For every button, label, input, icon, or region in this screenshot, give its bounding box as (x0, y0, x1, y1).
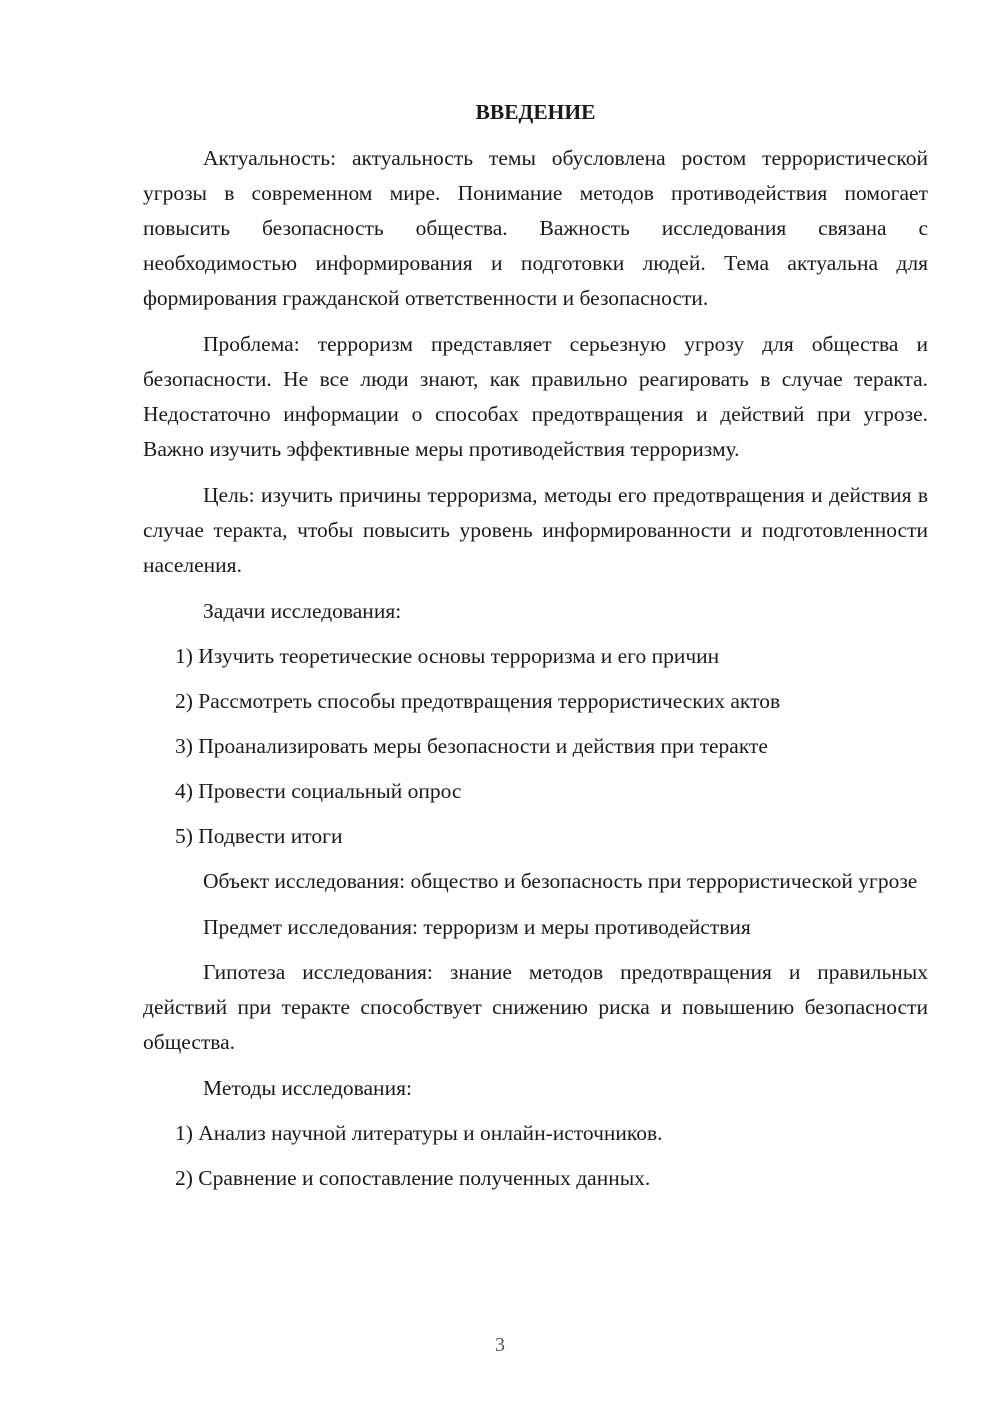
task-item: 2) Рассмотреть способы предотвращения террористических актов (175, 689, 781, 713)
object-paragraph: Объект исследования: общество и безопасность при террористической угрозе (203, 869, 918, 893)
subject-paragraph: Предмет исследования: терроризм и меры противодействия (203, 915, 751, 939)
hypothesis-paragraph: Гипотеза исследования: знание методов предотвращения и правильных действий при теракте способствует снижению риска и повышению безопасности общества. (143, 960, 928, 1054)
tasks-heading: Задачи исследования: (203, 599, 402, 623)
task-item: 5) Подвести итоги (175, 824, 343, 848)
goal-paragraph: Цель: изучить причины терроризма, методы его предотвращения и действия в случае теракта, чтобы повысить уровень информированности и подготовленности населения. (143, 483, 928, 577)
method-item: 2) Сравнение и сопоставление полученных данных. (175, 1166, 651, 1190)
page-number: 3 (495, 1334, 505, 1356)
document-page (143, 95, 928, 1206)
task-item: 3) Проанализировать меры безопасности и действия при теракте (175, 734, 768, 758)
problem-paragraph: Проблема: терроризм представляет серьезную угрозу для общества и безопасности. Не все люди знают, как правильно реагировать в случае теракта. Недостаточно информации о способах предотвращения и действий при угрозе. Важно изучить эффективные меры противодействия терроризму. (143, 332, 928, 461)
relevance-paragraph: Актуальность: актуальность темы обусловлена ростом террористической угрозы в современном мире. Понимание методов противодействия помогает повысить безопасность общества. Важность исследования связана с необходимостью информирования и подготовки людей. Тема актуальна для формирования гражданской ответственности и безопасности. (143, 146, 928, 310)
method-item: 1) Анализ научной литературы и онлайн-источников. (175, 1121, 663, 1145)
task-item: 4) Провести социальный опрос (175, 779, 462, 803)
section-title: ВВЕДЕНИЕ (475, 100, 596, 124)
task-item: 1) Изучить теоретические основы терроризма и его причин (175, 644, 720, 668)
methods-heading: Методы исследования: (203, 1076, 412, 1100)
